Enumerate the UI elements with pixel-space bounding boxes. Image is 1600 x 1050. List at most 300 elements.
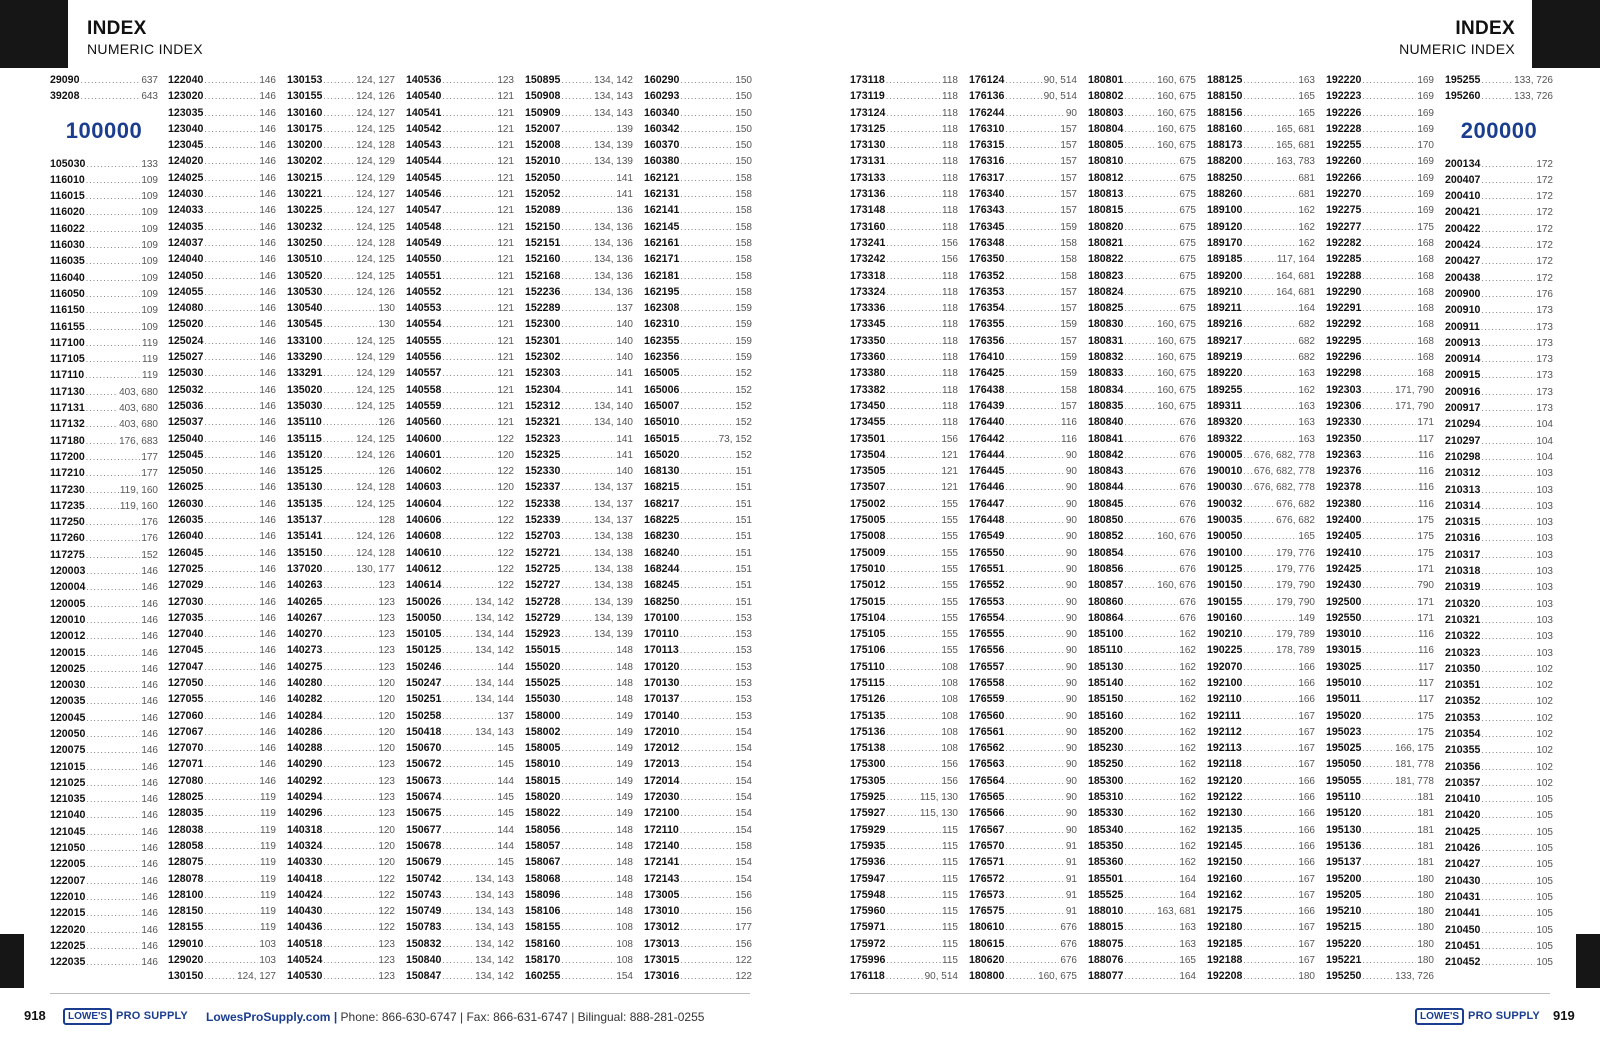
page-reference: 90 [1065, 661, 1077, 673]
item-number: 152301 [525, 334, 561, 347]
item-number: 192226 [1326, 106, 1362, 119]
item-number: 158068 [525, 872, 561, 885]
item-number: 150840 [406, 954, 442, 967]
item-number: 195023 [1326, 725, 1362, 738]
index-entry [287, 316, 395, 332]
dot-leader [442, 170, 496, 186]
item-number: 210322 [1445, 630, 1481, 643]
dot-leader [1005, 675, 1065, 691]
item-number: 155030 [525, 693, 561, 706]
index-entry [850, 936, 958, 952]
dot-leader [561, 789, 615, 805]
index-entry [525, 202, 633, 218]
dot-leader [1124, 479, 1178, 495]
dot-leader [1005, 479, 1065, 495]
dot-leader [886, 447, 940, 463]
page-reference: 160, 675 [1157, 400, 1196, 412]
page-reference: 164 [1298, 303, 1315, 315]
index-entry [406, 871, 514, 887]
page-reference: 124, 125 [356, 221, 395, 233]
dot-leader [1124, 170, 1178, 186]
item-number: 210294 [1445, 418, 1481, 431]
dot-leader [1005, 789, 1065, 805]
page-reference: 90 [1065, 596, 1077, 608]
index-entry [969, 414, 1077, 430]
item-number: 185340 [1088, 823, 1124, 836]
page-reference: 676 [1060, 955, 1077, 967]
item-number: 140555 [406, 334, 442, 347]
page-reference: 676, 682, 778 [1253, 482, 1315, 494]
index-entry [850, 349, 958, 365]
item-number: 130155 [287, 90, 323, 103]
index-entry [50, 905, 158, 921]
page-reference: 146 [259, 335, 276, 347]
index-entry [168, 235, 276, 251]
dot-leader [1005, 398, 1059, 414]
page-reference: 676 [1179, 563, 1196, 575]
index-entry [287, 854, 395, 870]
page-reference: 159 [1060, 352, 1077, 364]
dot-leader [680, 447, 734, 463]
page-reference: 115 [942, 938, 958, 950]
item-number: 200914 [1445, 353, 1481, 366]
dot-leader [86, 384, 118, 400]
item-number: 128155 [168, 921, 204, 934]
page-reference: 145 [497, 743, 514, 755]
dot-leader [1243, 333, 1297, 349]
page-reference: 403, 680 [119, 403, 158, 415]
dot-leader [1124, 691, 1178, 707]
item-number: 140601 [406, 448, 442, 461]
index-entry [1207, 398, 1315, 414]
item-number: 176124 [969, 74, 1005, 86]
item-number: 195130 [1326, 823, 1362, 836]
item-number: 176556 [969, 644, 1005, 657]
page-reference: 118 [942, 384, 958, 396]
index-entry [644, 219, 752, 235]
index-entry [1088, 268, 1196, 284]
index-entry [969, 284, 1077, 300]
item-number: 116155 [50, 320, 85, 333]
item-number: 210430 [1445, 874, 1481, 887]
page-reference: 172 [1536, 158, 1553, 170]
page-reference: 103 [1536, 500, 1553, 512]
page-reference: 164 [1179, 971, 1196, 983]
item-number: 189322 [1207, 432, 1243, 445]
page-reference: 117 [1418, 433, 1434, 445]
item-number: 210425 [1445, 825, 1481, 838]
page-reference: 123 [378, 596, 395, 608]
item-number: 155025 [525, 676, 561, 689]
item-number: 152300 [525, 318, 561, 331]
item-number: 123040 [168, 122, 204, 135]
page-reference: 134, 137 [594, 515, 633, 527]
index-entry [287, 642, 395, 658]
dot-leader [680, 235, 734, 251]
item-number: 125050 [168, 465, 204, 478]
index-entry [1445, 873, 1553, 889]
index-entry [406, 822, 514, 838]
page-header [87, 18, 203, 58]
page-reference: 115 [942, 824, 958, 836]
item-number: 117180 [50, 434, 85, 447]
dot-leader [680, 479, 734, 495]
dot-leader [1005, 871, 1065, 887]
dot-leader [323, 952, 377, 968]
item-number: 152338 [525, 497, 561, 510]
index-entry [1326, 431, 1434, 447]
page-reference: 150 [735, 123, 752, 135]
item-number: 150247 [406, 676, 442, 689]
index-entry [1326, 121, 1434, 137]
page-reference: 155 [941, 531, 958, 543]
index-column [850, 72, 958, 985]
dot-leader [1362, 545, 1416, 561]
page-reference: 146 [259, 205, 276, 217]
index-entry [287, 887, 395, 903]
item-number: 185360 [1088, 856, 1124, 869]
item-number: 124030 [168, 188, 204, 201]
index-entry [1326, 577, 1434, 593]
dot-leader [561, 414, 593, 430]
index-entry [644, 121, 752, 137]
item-number: 117105 [50, 353, 85, 366]
dot-leader [1124, 708, 1178, 724]
page-reference: 154 [735, 824, 752, 836]
dot-leader [442, 952, 474, 968]
dot-leader [1362, 642, 1417, 658]
index-entry [1445, 922, 1553, 938]
index-entry [1207, 545, 1315, 561]
page-reference: 166 [1298, 906, 1315, 918]
page-reference: 180 [1417, 955, 1434, 967]
item-number: 117130 [50, 385, 85, 398]
dot-leader [680, 610, 734, 626]
dot-leader [1124, 528, 1156, 544]
dot-leader [323, 88, 355, 104]
dot-leader [1243, 871, 1297, 887]
page-reference: 146 [141, 810, 158, 822]
dot-leader [1243, 756, 1298, 772]
index-entry [406, 659, 514, 675]
dot-leader [1005, 88, 1042, 104]
page-reference: 115, 130 [919, 808, 958, 820]
item-number: 175935 [850, 839, 886, 852]
dot-leader [323, 447, 355, 463]
page-reference: 145 [497, 808, 514, 820]
dot-leader [86, 530, 141, 546]
dot-leader [886, 903, 941, 919]
item-number: 176575 [969, 905, 1005, 918]
item-number: 189211 [1207, 302, 1242, 315]
index-entry [406, 431, 514, 447]
item-number: 176553 [969, 595, 1005, 608]
page-reference: 164, 681 [1276, 286, 1315, 298]
item-number: 175936 [850, 856, 886, 869]
item-number: 176438 [969, 383, 1005, 396]
pro-supply-wordmark: PRO SUPPLY [1468, 1010, 1540, 1022]
dot-leader [323, 365, 355, 381]
page-reference: 146 [141, 631, 158, 643]
dot-leader [442, 919, 474, 935]
dot-leader [442, 349, 496, 365]
dot-leader [1362, 251, 1416, 267]
item-number: 173345 [850, 318, 886, 331]
item-number: 162141 [644, 204, 680, 217]
index-entry [1088, 251, 1196, 267]
item-number: 190125 [1207, 562, 1243, 575]
index-entry [1088, 414, 1196, 430]
item-number: 185200 [1088, 725, 1124, 738]
index-entry [287, 545, 395, 561]
index-entry [969, 88, 1077, 104]
page-reference: 176 [141, 533, 158, 545]
index-entry [50, 759, 158, 775]
page-reference: 105 [1536, 810, 1553, 822]
item-number: 193015 [1326, 644, 1362, 657]
item-number: 200438 [1445, 271, 1481, 284]
index-entry [1326, 871, 1434, 887]
item-number: 175115 [850, 676, 885, 689]
index-entry [287, 512, 395, 528]
page-reference: 117 [1418, 661, 1434, 673]
dot-leader [1481, 498, 1535, 514]
dot-leader [204, 561, 258, 577]
item-number: 176244 [969, 106, 1005, 119]
page-reference: 154 [735, 743, 752, 755]
dot-leader [561, 170, 615, 186]
page-reference: 90 [1065, 466, 1077, 478]
page-reference: 118 [942, 303, 958, 315]
dot-leader [323, 512, 377, 528]
item-number: 192188 [1207, 954, 1243, 967]
item-number: 140600 [406, 432, 442, 445]
dot-leader [442, 577, 496, 593]
page-reference: 160, 676 [1157, 531, 1196, 543]
item-number: 192306 [1326, 399, 1362, 412]
dot-leader [561, 756, 615, 772]
dot-leader [1005, 219, 1059, 235]
item-number: 170140 [644, 709, 680, 722]
page-reference: 134, 137 [594, 498, 633, 510]
page-reference: 123 [378, 955, 395, 967]
page-reference: 160, 675 [1157, 319, 1196, 331]
index-entry [1207, 903, 1315, 919]
page-reference: 167 [1298, 710, 1315, 722]
index-column [525, 72, 633, 985]
page-reference: 146 [259, 221, 276, 233]
index-entry [406, 610, 514, 626]
item-number: 140294 [287, 791, 323, 804]
page-reference: 118 [942, 270, 958, 282]
dot-leader [886, 349, 941, 365]
dot-leader [886, 235, 940, 251]
item-number: 192303 [1326, 383, 1362, 396]
item-number: 117110 [50, 369, 85, 382]
page-reference: 119 [260, 840, 276, 852]
item-number: 152150 [525, 220, 561, 233]
page-reference: 90 [1065, 808, 1077, 820]
item-number: 140558 [406, 383, 442, 396]
item-number: 176445 [969, 465, 1005, 478]
dot-leader [86, 482, 119, 498]
page-reference: 134, 137 [594, 482, 633, 494]
page-reference: 675 [1179, 254, 1196, 266]
dot-leader [561, 88, 593, 104]
dot-leader [1481, 270, 1535, 286]
dot-leader [1481, 335, 1535, 351]
index-entry [1445, 596, 1553, 612]
website-link[interactable]: LowesProSupply.com [206, 1010, 331, 1024]
index-entry [644, 691, 752, 707]
item-number: 176573 [969, 888, 1005, 901]
index-entry [850, 919, 958, 935]
index-entry [168, 952, 276, 968]
item-number: 192150 [1207, 856, 1243, 869]
page-reference: 146 [141, 957, 158, 969]
page-reference: 149 [1298, 612, 1315, 624]
page-reference: 151 [735, 466, 752, 478]
index-entry [644, 675, 752, 691]
index-entry [644, 545, 752, 561]
dot-leader [323, 887, 377, 903]
page-reference: 90 [1065, 629, 1077, 641]
index-entry [644, 968, 752, 984]
dot-leader [442, 903, 474, 919]
item-number: 192228 [1326, 122, 1362, 135]
dot-leader [1243, 789, 1297, 805]
index-entry [406, 447, 514, 463]
dot-leader [1243, 545, 1275, 561]
item-number: 140292 [287, 774, 323, 787]
page-reference: 154 [616, 971, 633, 983]
page-reference: 153 [735, 612, 752, 624]
dot-leader [680, 968, 734, 984]
index-entry [1207, 72, 1315, 88]
page-title: INDEX [1455, 18, 1515, 39]
page-reference: 162 [1179, 824, 1196, 836]
item-number: 190010 [1207, 465, 1243, 478]
item-number: 152325 [525, 448, 561, 461]
index-entry [406, 936, 514, 952]
item-number: 128150 [168, 905, 204, 918]
item-number: 173242 [850, 253, 886, 266]
page-reference: 90, 514 [924, 971, 958, 983]
page-reference: 168 [1417, 319, 1434, 331]
index-entry [1445, 302, 1553, 318]
item-number: 130215 [287, 171, 323, 184]
dot-leader [1005, 952, 1059, 968]
index-entry [644, 88, 752, 104]
item-number: 124050 [168, 269, 204, 282]
dot-leader [1481, 204, 1535, 220]
dot-leader [886, 528, 940, 544]
dot-leader [442, 968, 474, 984]
index-entry [525, 219, 633, 235]
index-entry [1207, 691, 1315, 707]
item-number: 192130 [1207, 807, 1243, 820]
item-number: 192110 [1207, 693, 1242, 706]
dot-leader [680, 463, 734, 479]
index-entry [850, 105, 958, 121]
index-entry [287, 952, 395, 968]
index-entry [525, 479, 633, 495]
dot-leader [86, 302, 141, 318]
index-entry [168, 545, 276, 561]
dot-leader [561, 822, 615, 838]
item-number: 188156 [1207, 106, 1243, 119]
page-reference: 122 [497, 580, 514, 592]
page-reference: 118 [942, 286, 958, 298]
item-number: 130200 [287, 139, 323, 152]
dot-leader [1362, 333, 1416, 349]
index-entry [1445, 677, 1553, 693]
index-entry [525, 659, 633, 675]
item-number: 176444 [969, 448, 1005, 461]
page-reference: 90 [1065, 449, 1077, 461]
index-entry [1445, 351, 1553, 367]
dot-leader [886, 137, 941, 153]
page-reference: 115 [942, 922, 958, 934]
page-reference: 119 [260, 857, 276, 869]
index-entry [287, 968, 395, 984]
item-number: 176564 [969, 774, 1005, 787]
index-entry [50, 807, 158, 823]
index-entry [406, 105, 514, 121]
page-reference: 146 [259, 694, 276, 706]
page-reference: 181 [1417, 808, 1434, 820]
item-number: 140604 [406, 497, 442, 510]
index-entry [525, 805, 633, 821]
dot-leader [442, 333, 496, 349]
item-number: 130250 [287, 236, 323, 249]
dot-leader [86, 286, 141, 302]
dot-leader [1243, 773, 1297, 789]
item-number: 120075 [50, 744, 86, 757]
dot-leader [680, 496, 734, 512]
dot-leader [680, 300, 734, 316]
page-reference: 134, 138 [594, 531, 633, 543]
page-reference: 160, 675 [1157, 335, 1196, 347]
page-reference: 171, 790 [1395, 400, 1434, 412]
index-entry [1326, 219, 1434, 235]
item-number: 172014 [644, 774, 680, 787]
dot-leader [1243, 691, 1298, 707]
item-number: 150908 [525, 90, 561, 103]
page-reference: 146 [259, 596, 276, 608]
dot-leader [204, 577, 258, 593]
dot-leader [442, 594, 474, 610]
index-entry [1445, 791, 1553, 807]
dot-leader [1005, 919, 1059, 935]
page-reference: 676 [1179, 417, 1196, 429]
dot-leader [1243, 659, 1297, 675]
dot-leader [86, 889, 140, 905]
dot-leader [323, 479, 355, 495]
footer-divider [850, 993, 1550, 994]
dot-leader [86, 579, 140, 595]
dot-leader [886, 414, 941, 430]
page-reference: 122 [497, 531, 514, 543]
page-reference: 172 [1536, 272, 1553, 284]
index-entry [1207, 137, 1315, 153]
page-reference: 124, 129 [356, 352, 395, 364]
item-number: 140606 [406, 514, 442, 527]
index-column [969, 72, 1077, 985]
item-number: 175104 [850, 611, 886, 624]
dot-leader [1124, 952, 1178, 968]
dot-leader [1005, 121, 1059, 137]
